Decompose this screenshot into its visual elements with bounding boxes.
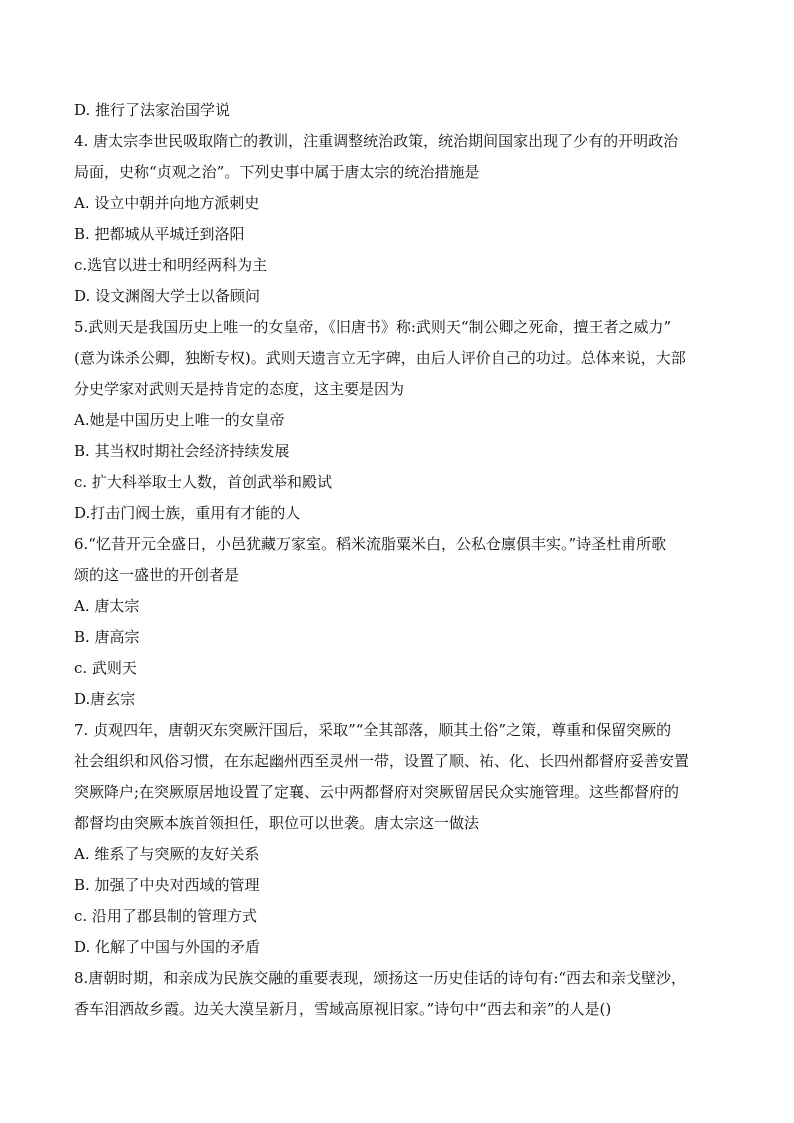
q6-stem-line-2: 颂的这一盛世的开创者是: [74, 566, 240, 584]
q8-stem-line-1: 8.唐朝时期，和亲成为民族交融的重要表现，颂扬这一历史佳话的诗句有:“西去和亲戈壁沙，: [74, 969, 687, 987]
q6-option-d: D.唐玄宗: [74, 690, 136, 708]
q4-stem-line-2: 局面，史称“贞观之治”。下列史事中属于唐太宗的统治措施是: [74, 163, 480, 181]
q5-option-a: A.她是中国历史上唯一的女皇帝: [74, 411, 285, 429]
q6-option-a: A. 唐太宗: [74, 597, 140, 615]
q5-option-b: B. 其当权时期社会经济持续发展: [74, 442, 290, 460]
q4-option-c: c.选官以进士和明经两科为主: [74, 256, 268, 274]
question-8: [74, 963, 726, 1025]
q5-option-d: D.打击门阀士族，重用有才能的人: [74, 504, 301, 522]
q7-option-b: B. 加强了中央对西域的管理: [74, 876, 260, 894]
q7-stem-line-2: 社会组织和风俗习惯，在东起幽州西至灵州一带，设置了顺、祐、化、长四州都督府妥善安置: [74, 752, 690, 770]
q7-stem-line-4: 都督均由突厥本族首领担任，职位可以世袭。唐太宗这一做法: [74, 814, 480, 832]
q7-stem-line-1: 7. 贞观四年，唐朝灭东突厥汗国后，采取”“全其部落，顺其土俗”之策，尊重和保留突厥的: [74, 721, 672, 739]
question-6: [74, 529, 726, 715]
document-body: [74, 95, 726, 1025]
q4-option-b: B. 把都城从平城迁到洛阳: [74, 225, 245, 243]
q4-option-d: D. 设文渊阁大学士以备顾问: [74, 287, 261, 305]
q4-stem-line-1: 4. 唐太宗李世民吸取隋亡的教训，注重调整统治政策，统治期间国家出现了少有的开明政治: [74, 132, 679, 150]
q7-option-d: D. 化解了中国与外国的矛盾: [74, 938, 261, 956]
q5-stem-line-3: 分史学家对武则天是持肯定的态度，这主要是因为: [74, 380, 405, 398]
question-4: [74, 126, 726, 312]
q5-option-c: c. 扩大科举取士人数，首创武举和殿试: [74, 473, 332, 491]
q7-option-a: A. 维系了与突厥的友好关系: [74, 845, 260, 863]
q8-stem-line-2: 香车泪洒故乡霞。边关大漠呈新月，雪域高原视旧家。”诗句中“西去和亲”的人是(): [74, 1000, 612, 1018]
question-5: [74, 312, 726, 529]
q3-option-d: D. 推行了法家治国学说: [74, 101, 231, 119]
q5-stem-line-2: (意为诛杀公卿，独断专权)。武则天遗言立无字碑，由后人评价自己的功过。总体来说，大部: [74, 349, 686, 367]
q6-option-b: B. 唐高宗: [74, 628, 140, 646]
q5-stem-line-1: 5.武则天是我国历史上唯一的女皇帝，《旧唐书》称:武则天“制公卿之死命，擅王者之威力”: [74, 318, 672, 336]
q6-option-c: c. 武则天: [74, 659, 137, 677]
q4-option-a: A. 设立中朝并向地方派刺史: [74, 194, 260, 212]
q7-option-c: c. 沿用了郡县制的管理方式: [74, 907, 257, 925]
question-7: [74, 715, 726, 963]
q6-stem-line-1: 6.“忆昔开元全盛日，小邑犹藏万家室。稻米流脂粟米白，公私仓廪俱丰实。”诗圣杜甫所歌: [74, 535, 667, 553]
q7-stem-line-3: 突厥降户;在突厥原居地设置了定襄、云中两都督府对突厥留居民众实施管理。这些都督府的: [74, 783, 680, 801]
